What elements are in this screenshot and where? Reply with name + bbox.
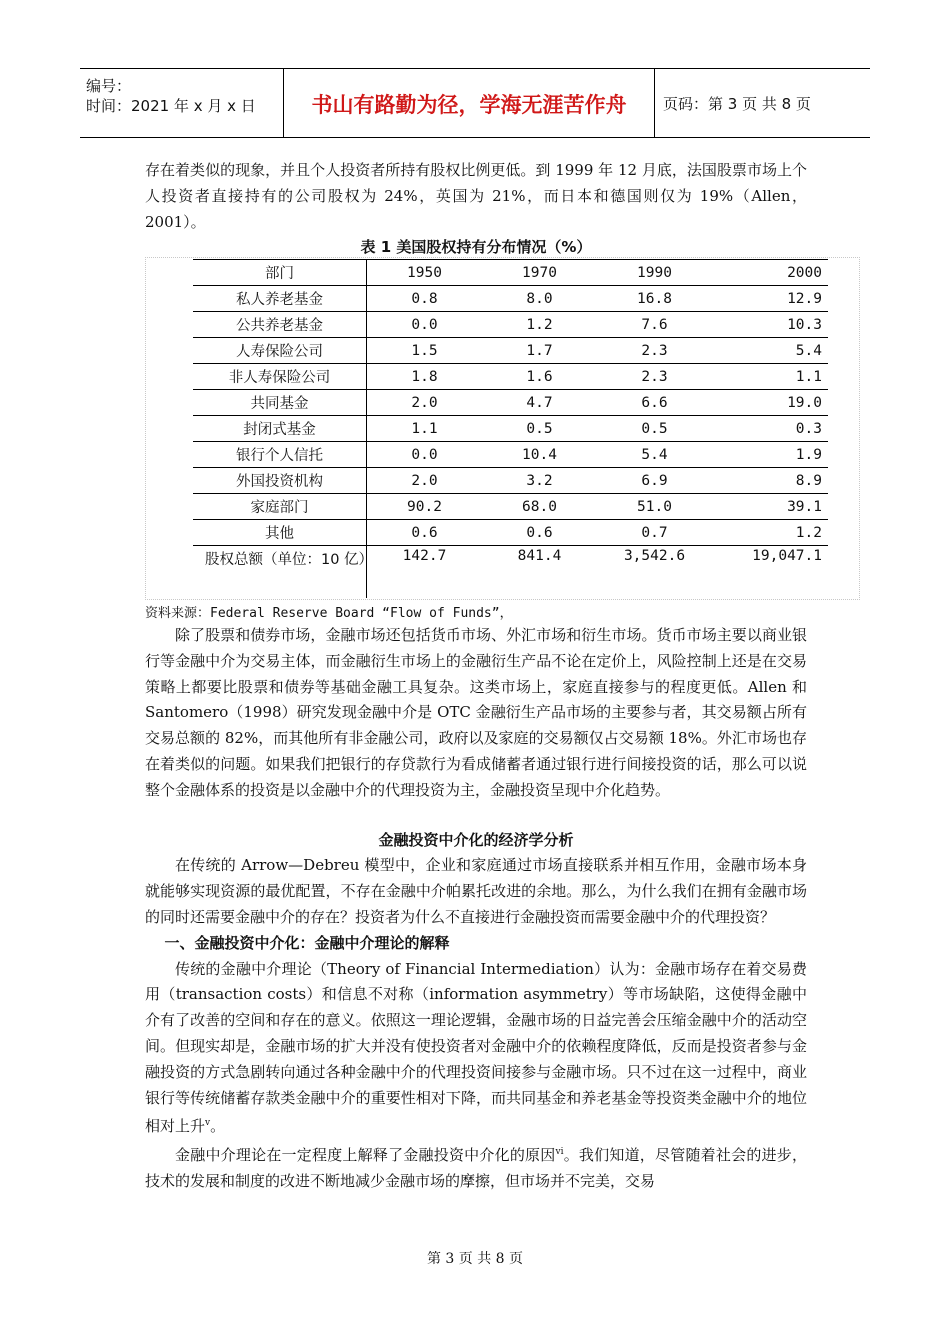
table-cell: 0.5 [482,416,597,442]
header-page-label: 页码：第 3 页 共 8 页 [663,95,811,113]
table-cell: 6.6 [597,390,712,416]
table-cell: 0.6 [482,520,597,546]
intro-paragraph: 存在着类似的现象，并且个人投资者所持有股权比例更低。到 1999 年 12 月底，法国股票市场上个人投资者直接持有的公司股权为 24%，英国为 21%，而日本和德国则仅为 19%（Allen，2001）。 [145,161,807,231]
table-header-cell: 部门 [193,260,367,286]
endnote-marker: vi [555,1147,564,1158]
table-cell: 6.9 [597,468,712,494]
page-header [80,68,870,138]
table-caption: 表 1 美国股权持有分布情况（%） [360,238,592,256]
table-row-label: 人寿保险公司 [193,338,367,364]
table-header-cell: 1990 [597,260,712,286]
table-cell: 0.3 [712,416,828,442]
table-cell: 7.6 [597,312,712,338]
table-cell: 2.3 [597,338,712,364]
table-row-label: 外国投资机构 [193,468,367,494]
table-cell: 39.1 [712,494,828,520]
table-cell: 5.4 [597,442,712,468]
table-cell: 8.0 [482,286,597,312]
table-cell: 1.9 [712,442,828,468]
table-cell: 1.2 [712,520,828,546]
body-paragraph-4 [145,1140,807,1195]
table-cell: 0.7 [597,520,712,546]
ownership-table [193,259,828,598]
table-row [193,286,828,312]
endnote-marker: v [205,1118,211,1129]
table-total-cell: 841.4 [517,548,562,564]
table-row-label: 家庭部门 [193,494,367,520]
table-cell: 2.0 [367,468,483,494]
subsection-title: 一、金融投资中介化：金融中介理论的解释 [164,933,450,952]
table-row-label: 封闭式基金 [193,416,367,442]
table-cell: 1.6 [482,364,597,390]
table-cell: 16.8 [597,286,712,312]
table-cell: 68.0 [482,494,597,520]
table-row [193,338,828,364]
body-paragraph-3-text: 传统的金融中介理论（Theory of Financial Intermediation）认为：金融市场存在着交易费用（transaction costs）和信息不对称（information asymmetry）等市场缺陷，这使得金融中介有了改善的空间和存在的意义。依照这一理论逻辑，金融市场的日益完善会压缩金融中介的活动空间。但现实却是，金融市场的扩大并没有使投资者对金融中介的依赖程度降低，反而是投资者参与金融投资的方式急剧转向通过各种金融中介的代理投资间接参与金融市场。只不过在这一过程中，商业银行等传统储蓄存款类金融中介的重要性相对下降，而共同基金和养老基金等投资类金融中介的地位相对上升 [145,959,807,1136]
table-row [193,312,828,338]
table-row [193,364,828,390]
table-cell: 51.0 [597,494,712,520]
table-cell: 3.2 [482,468,597,494]
table-cell: 1.1 [367,416,483,442]
table-cell: 1.7 [482,338,597,364]
table-cell: 19.0 [712,390,828,416]
table-row [193,442,828,468]
table-cell: 10.3 [712,312,828,338]
section-title: 金融投资中介化的经济学分析 [378,830,574,849]
table-header-cell: 1970 [482,260,597,286]
header-date-label: 时间：2021 年 x 月 x 日 [86,97,256,115]
header-motto: 书山有路勤为径，学海无涯苦作舟 [311,93,627,117]
table-row-label: 共同基金 [193,390,367,416]
table-header-row [193,260,828,286]
table-cell: 0.8 [367,286,483,312]
table-cell: 0.6 [367,520,483,546]
table-header-cell: 1950 [367,260,483,286]
table-row [193,494,828,520]
table-total-cell: 19,047.1 [752,548,822,564]
table-source-note: 资料来源：Federal Reserve Board “Flow of Funds”， [145,606,513,621]
body-paragraph-4-rest: 。我们知道，尽管随着社会的进步，技术的发展和制度的改进不断地减少金融市场的摩擦，但市场并不完美，交易 [145,1146,807,1190]
table-cell: 2.3 [597,364,712,390]
table-total-label: 股权总额（单位：10 亿） [193,546,367,599]
body-paragraph-3 [145,957,807,1141]
table-row-label: 公共养老基金 [193,312,367,338]
table-cell: 90.2 [367,494,483,520]
body-paragraph-3-end: 。 [210,1117,226,1136]
table-cell: 0.0 [367,312,483,338]
table-row-label: 其他 [193,520,367,546]
body-paragraph-1: 除了股票和债券市场，金融市场还包括货币市场、外汇市场和衍生市场。货币市场主要以商业银行等金融中介为交易主体，而金融衍生市场上的金融衍生产品不论在定价上，风险控制上还是在交易策略上都要比股票和债券等基础金融工具复杂。这类市场上，家庭直接参与的程度更低。Allen 和 Santomero（1998）研究发现金融中介是 OTC 金融衍生产品市场的主要参与者，其交易额占所有交易总额的 82%，而其他所有非金融公司，政府以及家庭的交易额仅占交易额 18%。外汇市场也存在着类似的问题。如果我们把银行的存贷款行为看成储蓄者通过银行进行间接投资的话，那么可以说整个金融体系的投资是以金融中介的代理投资为主，金融投资呈现中介化趋势。 [145,626,807,799]
table-cell: 12.9 [712,286,828,312]
table-cell: 1.8 [367,364,483,390]
table-total-cell: 3,542.6 [623,548,686,564]
table-cell: 10.4 [482,442,597,468]
header-meta-cell [80,69,284,137]
table-row-label: 私人养老基金 [193,286,367,312]
table-cell: 8.9 [712,468,828,494]
table-cell: 1.2 [482,312,597,338]
table-cell: 4.7 [482,390,597,416]
table-cell: 1.1 [712,364,828,390]
table-cell: 1.5 [367,338,483,364]
body-paragraph-2: 在传统的 Arrow—Debreu 模型中，企业和家庭通过市场直接联系并相互作用，金融市场本身就能够实现资源的最优配置，不存在金融中介帕累托改进的余地。那么，为什么我们在拥有金融市场的同时还需要金融中介的存在？投资者为什么不直接进行金融投资而需要金融中介的代理投资？ [145,856,807,926]
table-total-cell: 142.7 [402,548,447,564]
table-row [193,390,828,416]
table-cell: 2.0 [367,390,483,416]
table-total-row [193,546,828,599]
body-paragraph-4-start: 金融中介理论在一定程度上解释了金融投资中介化的原因 [175,1146,556,1165]
table-row-label: 非人寿保险公司 [193,364,367,390]
page-footer: 第 3 页 共 8 页 [426,1251,524,1267]
header-number-label: 编号： [86,77,132,95]
table-row [193,416,828,442]
table-cell: 0.0 [367,442,483,468]
table-cell: 5.4 [712,338,828,364]
header-page-cell [655,69,870,137]
table-cell: 0.5 [597,416,712,442]
table-header-cell: 2000 [712,260,828,286]
header-motto-cell [284,69,655,137]
body-section [145,623,807,1195]
table-row [193,520,828,546]
table-row [193,468,828,494]
intro-section [145,158,807,235]
table-row-label: 银行个人信托 [193,442,367,468]
